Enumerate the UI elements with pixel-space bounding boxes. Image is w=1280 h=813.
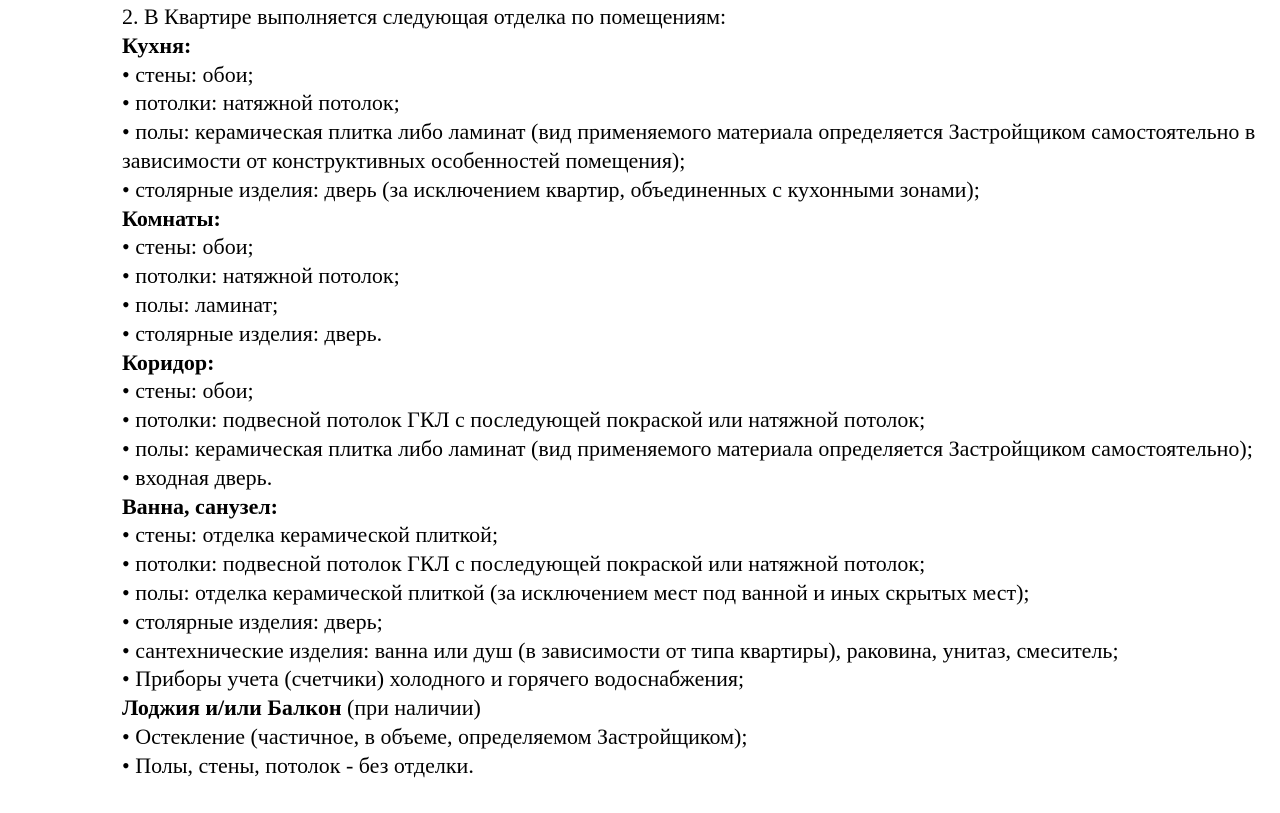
list-item: • столярные изделия: дверь (за исключением квартир, объединенных с кухонными зонами);: [122, 176, 980, 202]
list-item: • полы: керамическая плитка либо ламинат (вид применяемого материала определяется Застройщиком самостоятельно в зависимости от конструктивных особенностей помещения);: [122, 119, 1256, 173]
section-heading-bathroom: Ванна, санузел:: [122, 493, 279, 519]
list-item: • полы: ламинат;: [122, 291, 279, 317]
list-item: • столярные изделия: дверь;: [122, 608, 383, 634]
list-item: • стены: отделка керамической плиткой;: [122, 522, 499, 548]
section-heading-balcony-note: (при наличии): [341, 695, 481, 721]
list-item: • сантехнические изделия: ванна или душ (в зависимости от типа квартиры), раковина, унитаз, смеситель;: [122, 637, 1119, 663]
list-item: • стены: обои;: [122, 378, 254, 404]
document-body: [122, 3, 1262, 781]
list-item: • потолки: натяжной потолок;: [122, 263, 400, 289]
section-heading-kitchen: Кухня:: [122, 32, 192, 58]
list-item: • полы: отделка керамической плиткой (за исключением мест под ванной и иных скрытых мест);: [122, 579, 1030, 605]
list-item: • Остекление (частичное, в объеме, определяемом Застройщиком);: [122, 723, 748, 749]
list-item: • потолки: натяжной потолок;: [122, 90, 400, 116]
section-heading-corridor: Коридор:: [122, 349, 215, 375]
list-item: • Полы, стены, потолок - без отделки.: [122, 752, 474, 778]
list-item: • потолки: подвесной потолок ГКЛ с последующей покраской или натяжной потолок;: [122, 551, 926, 577]
list-item: • потолки: подвесной потолок ГКЛ с последующей покраской или натяжной потолок;: [122, 407, 926, 433]
list-item: • входная дверь.: [122, 464, 273, 490]
list-item: • столярные изделия: дверь.: [122, 320, 383, 346]
section-heading-balcony-title: Лоджия и/или Балкон: [122, 695, 342, 721]
section-heading-balcony: [122, 694, 1262, 723]
list-item: • стены: обои;: [122, 234, 254, 260]
list-item: • Приборы учета (счетчики) холодного и горячего водоснабжения;: [122, 666, 745, 692]
list-item: • стены: обои;: [122, 61, 254, 87]
intro-paragraph: 2. В Квартире выполняется следующая отделка по помещениям:: [122, 4, 727, 29]
list-item: • полы: керамическая плитка либо ламинат (вид применяемого материала определяется Застройщиком самостоятельно);: [122, 435, 1253, 461]
section-heading-rooms: Комнаты:: [122, 205, 221, 231]
